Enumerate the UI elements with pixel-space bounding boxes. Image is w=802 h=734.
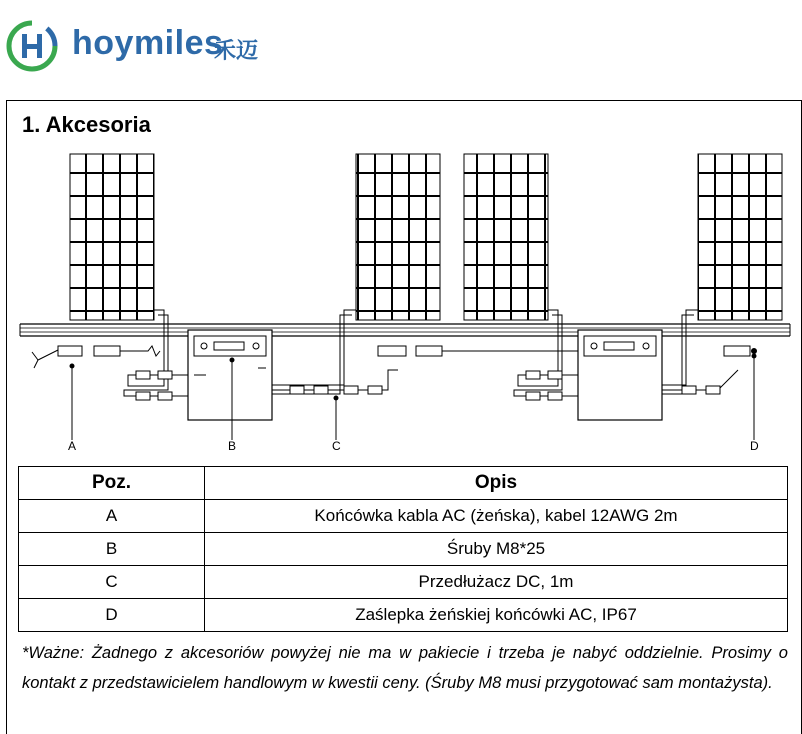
solar-panel-1	[70, 154, 154, 320]
row-desc: Przedłużacz DC, 1m	[205, 566, 788, 599]
table-header-row	[19, 467, 788, 500]
solar-panel-2	[356, 154, 440, 320]
table-row	[19, 599, 788, 632]
label-a: A	[68, 439, 77, 453]
section-title: 1. Akcesoria	[22, 112, 151, 137]
label-b: B	[228, 439, 237, 453]
hoymiles-logo-icon	[6, 20, 58, 72]
accessories-table	[18, 466, 788, 632]
accessories-diagram	[18, 150, 792, 460]
ac-cable-a	[32, 346, 160, 368]
table-row	[19, 533, 788, 566]
solar-panel-4	[698, 154, 782, 320]
row-pos: B	[19, 533, 205, 566]
row-pos: A	[19, 500, 205, 533]
mounting-rail	[20, 324, 790, 336]
row-desc: Śruby M8*25	[205, 533, 788, 566]
important-note: *Ważne: Żadnego z akcesoriów powyżej nie ma w pakiecie i trzeba je nabyć oddzielnie. Prosimy o kontakt z przedstawicielem handlowym w kwestii ceny. (Śruby M8 musi przygotować sam montażysta).	[22, 644, 788, 692]
row-pos: C	[19, 566, 205, 599]
label-d: D	[750, 439, 759, 453]
brand-name-cn: 禾迈	[214, 38, 259, 63]
row-desc: Zaślepka żeńskiej końcówki AC, IP67	[205, 599, 788, 632]
header-desc: Opis	[205, 467, 788, 500]
row-pos: D	[19, 599, 205, 632]
row-desc: Końcówka kabla AC (żeńska), kabel 12AWG 2m	[205, 500, 788, 533]
header	[0, 0, 802, 90]
solar-panel-3	[464, 154, 548, 320]
table-row	[19, 500, 788, 533]
brand-name: hoymiles	[72, 24, 224, 62]
ac-connector-mid	[378, 346, 578, 356]
microinverter-1	[188, 330, 272, 420]
label-c: C	[332, 439, 341, 453]
table-row	[19, 566, 788, 599]
header-pos: Poz.	[19, 467, 205, 500]
microinverter-2	[578, 330, 662, 420]
